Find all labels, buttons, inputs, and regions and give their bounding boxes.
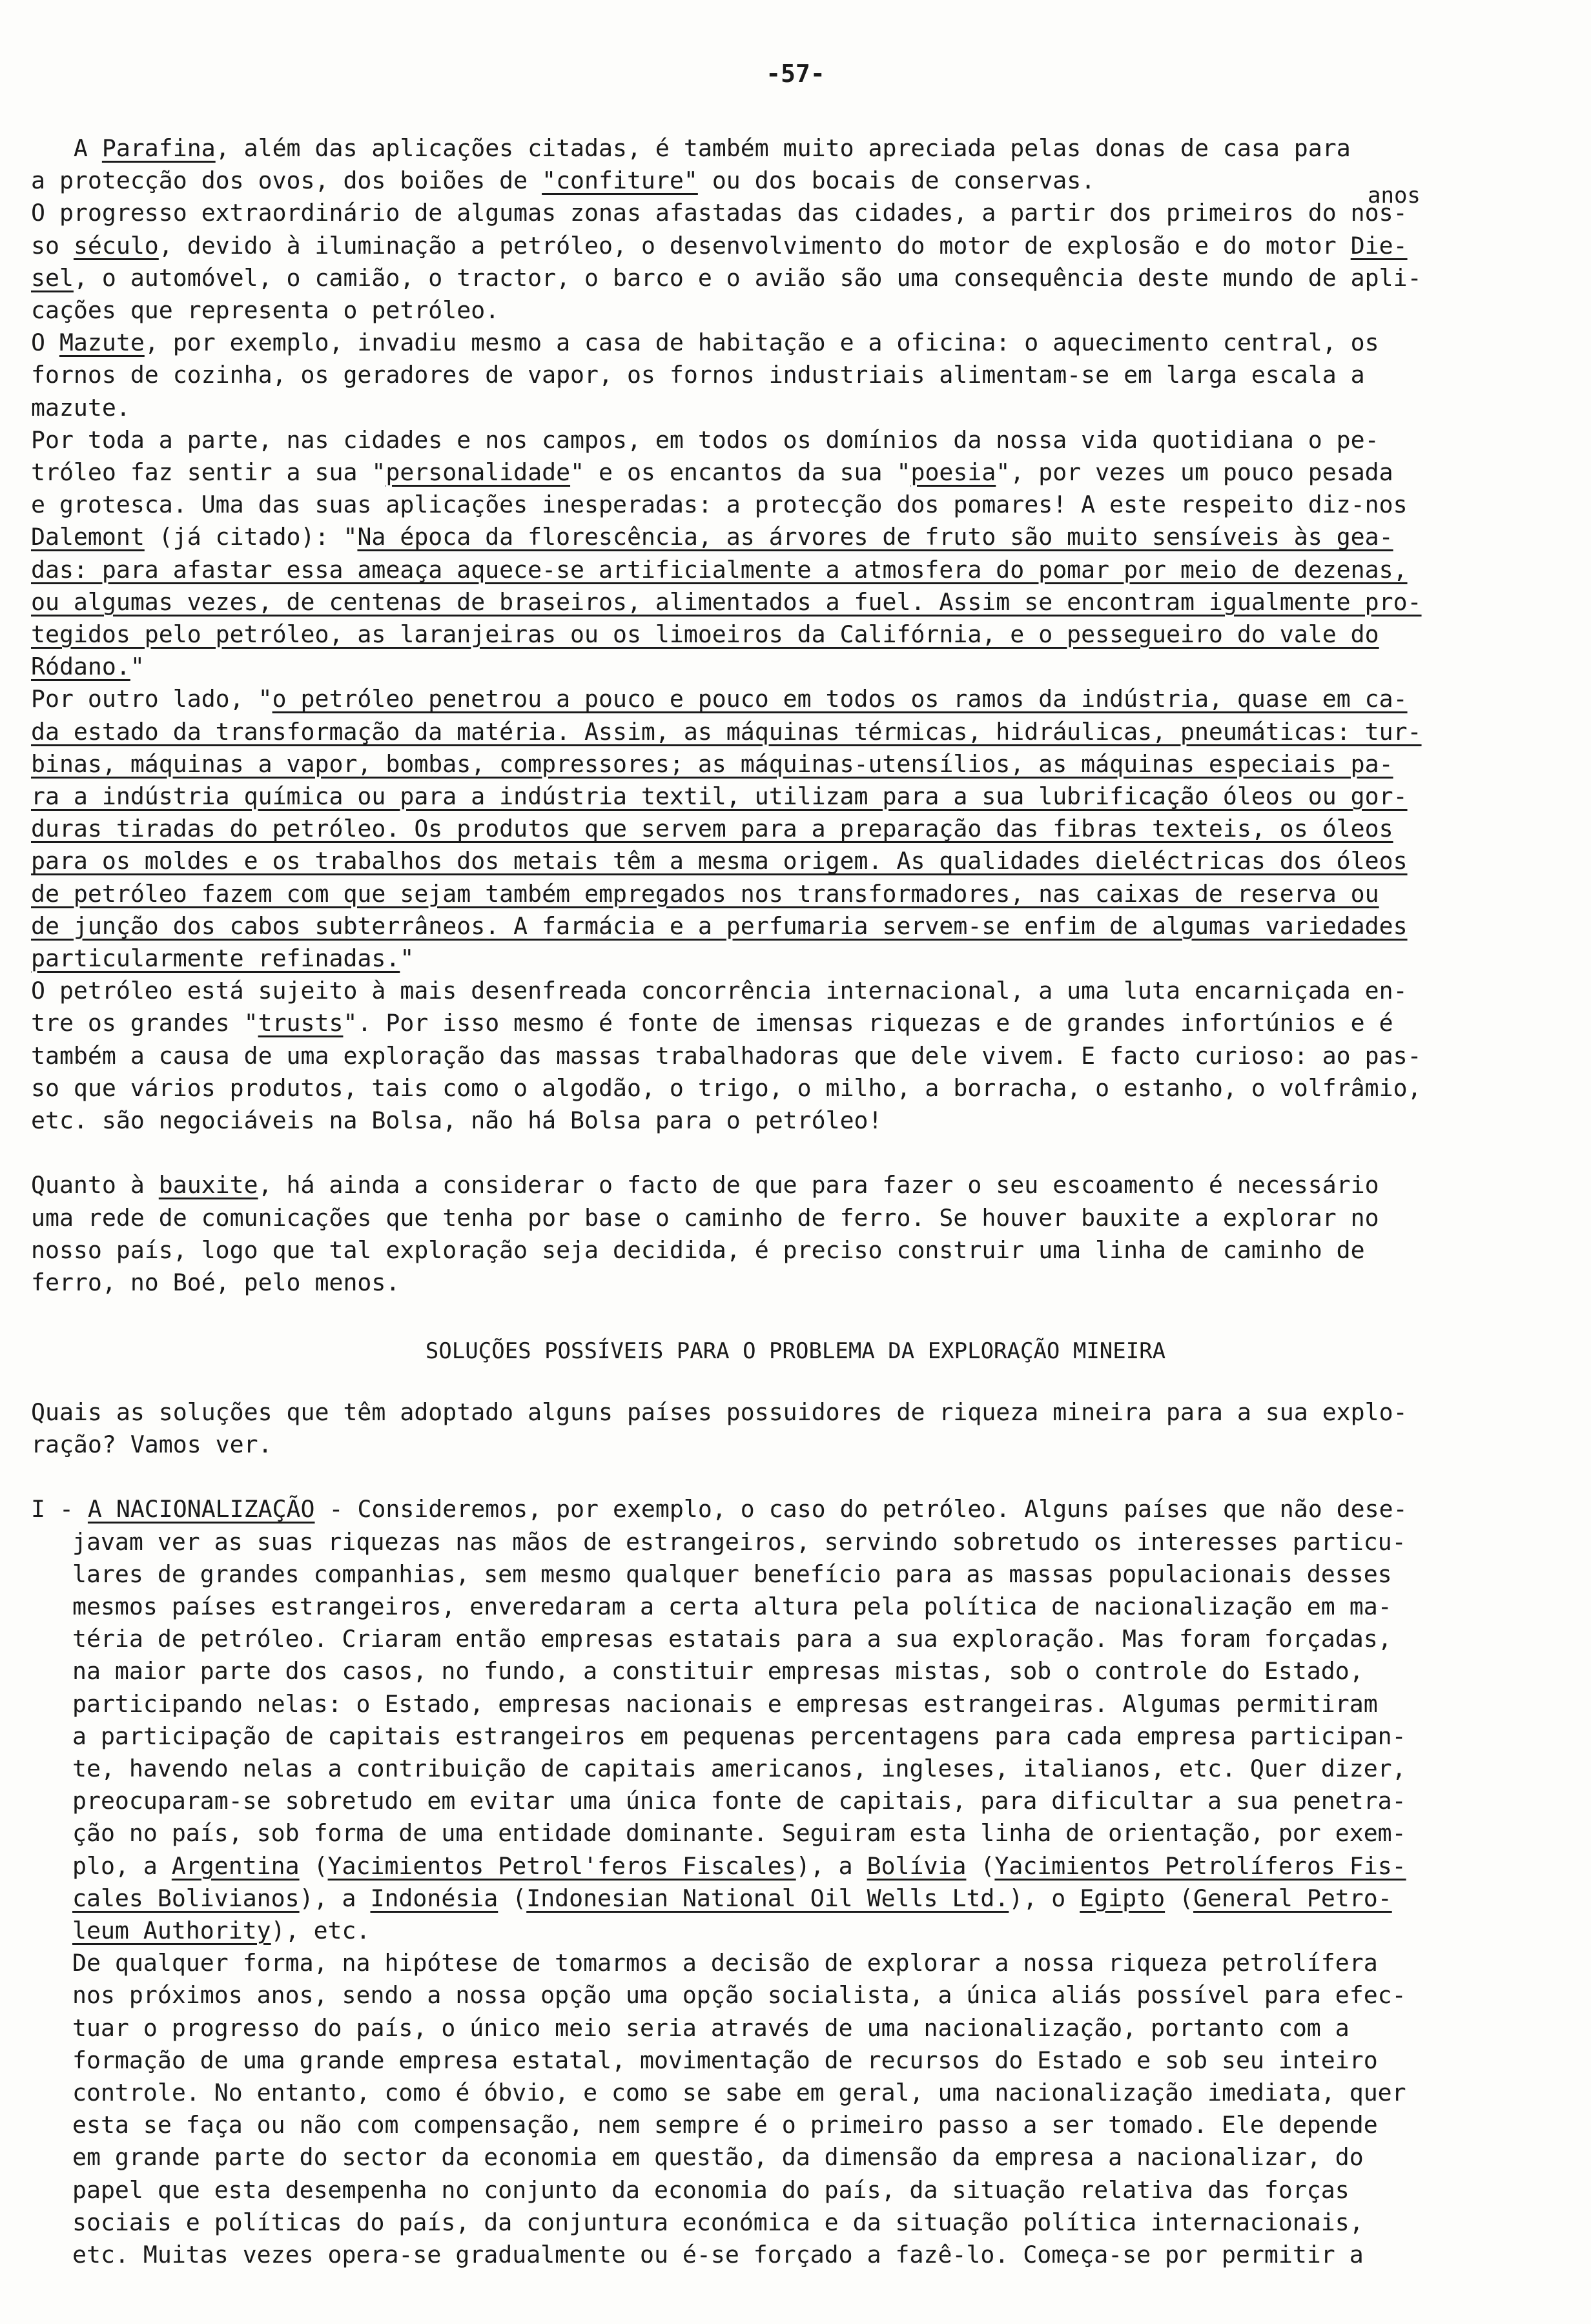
text-line [31,716,1535,748]
text-run: controle. No entanto, como é óbvio, e como se sabe em geral, uma nacionalização imediata, quer [72,2079,1406,2106]
underlined-text: das: para afastar essa ameaça aquece-se artificialmente a atmosfera do pomar por meio de dezenas, [31,555,1408,584]
text-run: participando nelas: o Estado, empresas nacionais e empresas estrangeiras. Algumas permitiram [72,1689,1378,1718]
text-line [31,392,1535,424]
text-line [72,1915,1532,1947]
text-line [31,1299,1535,1331]
underlined-text: cales Bolivianos [72,1884,300,1912]
text-run: papel que esta desempenha no conjunto da economia do país, da situação relativa das forças [72,2176,1350,2204]
text-line [31,132,1535,165]
underlined-text: de petróleo fazem com que sejam também empregados nos transformadores, nas caixas de reserva ou [31,879,1379,908]
text-run: , há ainda a considerar o facto de que para fazer o seu escoamento é necessário [258,1171,1379,1199]
text-run: ou dos bocais de conservas. [697,167,1096,195]
text-run: a participação de capitais estrangeiros em pequenas percentagens para cada empresa participan- [72,1722,1406,1750]
text-line [72,2044,1532,2077]
underlined-text: poesia [910,458,996,486]
text-line [31,878,1535,910]
text-line [31,780,1535,813]
text-line [72,2077,1532,2109]
text-run: O progresso extraordinário de algumas zonas afastadas das cidades, a partir dos primeiros do nos- [31,199,1408,227]
text-line [31,1202,1535,1234]
underlined-text: de junção dos cabos subterrâneos. A farmácia e a perfumaria servem-se enfim de algumas variedades [31,912,1408,940]
text-line [72,2174,1532,2207]
text-line [31,554,1535,586]
text-run: te, havendo nelas a contribuição de capitais americanos, ingleses, italianos, etc. Quer dizer, [72,1755,1406,1782]
underlined-text: Mazute [59,329,145,357]
text-run: - Consideremos, por exemplo, o caso do petróleo. Alguns países que não dese- [314,1495,1408,1524]
underlined-text: Bolívia [867,1851,967,1880]
text-line [31,813,1535,845]
underlined-text: "confiture" [542,167,698,195]
underlined-text: ra a indústria química ou para a indústria textil, utilizam para a sua lubrificação óleos ou gor- [31,782,1408,810]
text-line [72,1526,1532,1558]
text-run: ferro, no Boé, pelo menos. [31,1269,400,1296]
text-run: O [31,329,59,357]
underlined-text: sel [31,263,74,292]
text-line [31,197,1535,229]
text-line [31,456,1535,489]
text-run: téria de petróleo. Criaram então empresas estatais para a sua exploração. Mas foram forçadas, [72,1625,1392,1653]
text-run: tuar o progresso do país, o único meio seria através de uma nacionalização, portanto com a [72,2013,1350,2042]
text-line [31,489,1535,521]
text-line [72,1720,1532,1753]
text-line [72,1688,1532,1720]
underlined-text: Yacimientos Petrolíferos Fis- [994,1851,1406,1880]
text-run: sociais e políticas do país, da conjuntura económica e da situação política internacionais, [72,2208,1364,2236]
text-run: , devido à iluminação a petróleo, o desenvolvimento do motor de explosão e do motor [158,231,1351,260]
text-run: , além das aplicações citadas, é também muito apreciada pelas donas de casa para [215,134,1351,162]
underlined-text: o petróleo penetrou a pouco e pouco em todos os ramos da indústria, quase em ca- [272,685,1408,713]
text-line [72,1623,1532,1655]
underlined-text: binas, máquinas a vapor, bombas, compressores; as máquinas-utensílios, as máquinas especiais pa- [31,749,1393,778]
underlined-text: tegidos pelo petróleo, as laranjeiras ou os limoeiros da Califórnia, e o pessegueiro do vale do [31,620,1379,648]
text-run: também a causa de uma exploração das massas trabalhadoras que dele vivem. E facto curioso: ao pas- [31,1041,1422,1070]
page-number: -57- [766,59,825,88]
text-line [72,2239,1532,2271]
superscript-correction: anos [1368,183,1421,209]
text-run: I - [31,1495,88,1524]
text-run: tróleo faz sentir a sua " [31,458,386,486]
text-line [31,294,1535,327]
text-line [72,1947,1532,1979]
text-run: ), etc. [271,1917,371,1944]
text-run: ", por vezes um pouco pesada [996,458,1393,486]
text-line [31,1429,1535,1461]
text-run: ), a [796,1851,867,1880]
text-line [31,1267,1535,1299]
text-line [31,910,1535,943]
text-run: Quais as soluções que têm adoptado alguns países possuidores de riqueza mineira para a sua explo- [31,1398,1408,1426]
text-line [31,618,1535,651]
underlined-text: Indonesian National Oil Wells Ltd. [526,1884,1009,1912]
underlined-text: século [73,231,159,260]
text-run: preocuparam-se sobretudo em evitar uma única fonte de capitais, para dificultar a sua penetra- [72,1787,1406,1815]
text-line [31,1040,1535,1072]
text-line [31,586,1535,618]
underlined-text: Argentina [171,1851,300,1880]
text-run: javam ver as suas riquezas nas mãos de estrangeiros, servindo sobretudo os interesses particu- [72,1527,1406,1556]
text-run: fornos de cozinha, os geradores de vapor, os fornos industriais alimentam-se em larga escala a [31,361,1365,389]
text-run: ção no país, sob forma de uma entidade dominante. Seguiram esta linha de orientação, por exem- [72,1819,1406,1848]
text-line [72,1753,1532,1785]
text-run: Quanto à [31,1171,159,1199]
text-line [31,1137,1535,1169]
text-run: uma rede de comunicações que tenha por base o caminho de ferro. Se houver bauxite a explorar no [31,1203,1379,1232]
underlined-text: duras tiradas do petróleo. Os produtos que servem para a preparação das fibras texteis, os óleos [31,815,1393,843]
text-run: etc. são negociáveis na Bolsa, não há Bolsa para o petróleo! [31,1106,883,1134]
text-run: nosso país, logo que tal exploração seja decidida, é preciso construir uma linha de caminho de [31,1236,1365,1264]
underlined-text: General Petro- [1193,1884,1392,1912]
text-line [31,230,1535,262]
text-line [31,424,1535,456]
underlined-text: ou algumas vezes, de centenas de braseiros, alimentados a fuel. Assim se encontram igualmente pro- [31,587,1422,616]
text-line [72,2109,1532,2141]
underlined-text: Indonésia [370,1884,498,1912]
text-run: so que vários produtos, tais como o algodão, o trigo, o milho, a borracha, o estanho, o volfrâmio, [31,1074,1422,1102]
text-run: so [31,231,74,260]
text-line [31,1007,1535,1039]
text-run: De qualquer forma, na hipótese de tomarmos a decisão de explorar a nossa riqueza petrolífera [72,1949,1378,1977]
text-line [31,1396,1535,1429]
underlined-text: Na época da florescência, as árvores de fruto são muito sensíveis às gea- [357,523,1393,551]
text-line [31,1493,1535,1525]
text-run: ( [299,1851,328,1880]
underlined-text: Dalemont [31,523,145,551]
text-line [31,327,1535,359]
text-line [31,651,1535,683]
text-line [72,2012,1532,2044]
underlined-text: Egipto [1080,1884,1165,1912]
text-run: na maior parte dos casos, no fundo, a constituir empresas mistas, sob o controle do Estado, [72,1657,1364,1686]
text-run: ração? Vamos ver. [31,1431,272,1458]
underlined-text: Parafina [101,134,216,162]
underlined-text: bauxite [158,1171,258,1199]
text-run: esta se faça ou não com compensação, nem sempre é o primeiro passo a ser tomado. Ele depende [72,2111,1378,2139]
text-line [31,1105,1535,1137]
text-line [31,748,1535,780]
text-run: ( [1165,1884,1194,1912]
text-run: e grotesca. Uma das suas aplicações inesperadas: a protecção dos pomares! A este respeito diz-nos [31,491,1408,519]
text-line [31,1234,1535,1267]
text-line [31,262,1535,294]
underlined-text: para os moldes e os trabalhos dos metais têm a mesma origem. As qualidades dieléctricas dos óleos [31,847,1408,875]
text-run: lares de grandes companhias, sem mesmo qualquer benefício para as massas populacionais desses [72,1560,1392,1588]
text-line [31,521,1535,553]
text-line [72,1785,1532,1817]
text-run: ), a [299,1884,371,1912]
text-line [72,1591,1532,1623]
underlined-text: Die- [1350,231,1408,260]
text-run: Por outro lado, " [31,685,272,713]
text-line [31,975,1535,1007]
text-line [72,2141,1532,2174]
text-line [31,359,1535,391]
underlined-text: A NACIONALIZAÇÃO [87,1495,315,1524]
text-run: (já citado): " [144,523,358,551]
text-line [72,1882,1532,1915]
text-run: O petróleo está sujeito à mais desenfreada concorrência internacional, a uma luta encarniçada en- [31,977,1408,1005]
text-run: A [31,134,102,162]
text-run: mesmos países estrangeiros, enveredaram a certa altura pela política de nacionalização em ma- [72,1593,1392,1620]
underlined-text: leum Authority [72,1917,271,1944]
text-run: " [400,944,415,972]
underlined-text: Ródano. [31,653,130,681]
underlined-text: da estado da transformação da matéria. Assim, as máquinas térmicas, hidráulicas, pneumáticas: tur- [31,717,1422,746]
underlined-text: trusts [258,1009,344,1037]
text-run: a protecção dos ovos, dos boiões de [31,167,542,195]
underlined-text: particularmente refinadas. [31,944,400,972]
text-line [31,943,1535,975]
text-line [72,1558,1532,1591]
text-line [31,165,1535,197]
text-line [72,1817,1532,1850]
text-run: " [130,653,145,681]
text-line [72,1979,1532,2012]
text-run: ( [498,1884,527,1912]
text-run: " e os encantos da sua " [570,458,911,486]
text-line [31,1461,1535,1493]
underlined-text: Yacimientos Petrol'feros Fiscales [327,1851,796,1880]
text-run: etc. Muitas vezes opera-se gradualmente ou é-se forçado a fazê-lo. Começa-se por permitir a [72,2241,1364,2268]
text-run: ( [966,1851,995,1880]
text-line [72,2207,1532,2239]
section-heading: SOLUÇÕES POSSÍVEIS PARA O PROBLEMA DA EXPLORAÇÃO MINEIRA [425,1338,1166,1365]
text-run: mazute. [31,393,130,422]
text-line [31,1072,1535,1105]
text-run: tre os grandes " [31,1009,258,1037]
text-run: ), o [1009,1884,1080,1912]
text-line [72,1655,1532,1687]
text-run: Por toda a parte, nas cidades e nos campos, em todos os domínios da nossa vida quotidiana o pe- [31,425,1379,454]
text-run: , por exemplo, invadiu mesmo a casa de habitação e a oficina: o aquecimento central, os [144,329,1379,357]
text-run: nos próximos anos, sendo a nossa opção uma opção socialista, a única aliás possível para efec- [72,1981,1406,2010]
text-run: formação de uma grande empresa estatal, movimentação de recursos do Estado e sob seu inteiro [72,2046,1378,2074]
text-run: plo, a [72,1851,172,1880]
text-line [31,683,1535,715]
text-run: em grande parte do sector da economia em questão, da dimensão da empresa a nacionalizar, do [72,2143,1364,2172]
text-run: cações que representa o petróleo. [31,296,500,324]
text-run: , o automóvel, o camião, o tractor, o barco e o avião são uma consequência deste mundo de apli- [73,263,1422,292]
text-line [31,1364,1535,1396]
text-line [72,1850,1532,1882]
text-line [31,1169,1535,1201]
text-run: ". Por isso mesmo é fonte de imensas riquezas e de grandes infortúnios e é [343,1009,1393,1037]
text-line [31,845,1535,877]
underlined-text: personalidade [385,458,571,486]
